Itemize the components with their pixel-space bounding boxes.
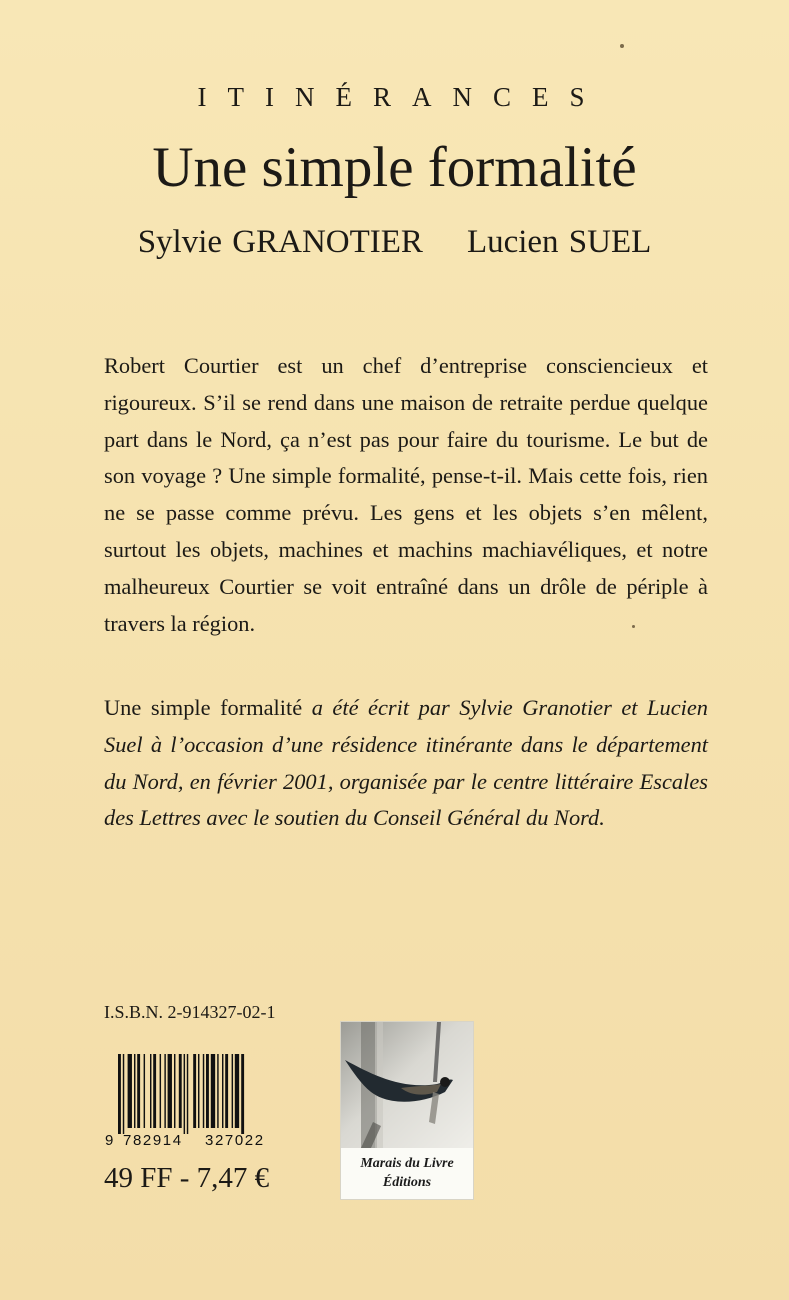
series-name: ITINÉRANCES [197, 82, 606, 112]
barcode-bar [187, 1054, 188, 1134]
publisher-name [341, 1154, 473, 1192]
barcode-bar [134, 1054, 135, 1128]
author-1: Sylvie GRANOTIER [137, 224, 423, 260]
credits-text: a été écrit par Sylvie Granotier et Lucien Suel à l’occasion d’une résidence itinérante dans le département du Nord, en février 2001, organisée par le centre littéraire Escales des Lettres avec le soutien du Conseil Général du Nord. [104, 695, 708, 831]
barcode-bar [217, 1054, 218, 1128]
barcode-bar [137, 1054, 140, 1128]
book-title: Une simple formalité [152, 136, 637, 199]
barcode-bar [235, 1054, 239, 1128]
barcode-bar [128, 1054, 132, 1128]
barcode-first-digit: 9 [105, 1132, 114, 1149]
isbn: I.S.B.N. 2-914327-02-1 [104, 1002, 276, 1022]
barcode-bar [222, 1054, 223, 1128]
barcode-bar [198, 1054, 199, 1128]
barcode-bar [203, 1054, 204, 1128]
barcode-bar [160, 1054, 161, 1128]
paper-speck [620, 44, 624, 48]
barcode-bar [211, 1054, 215, 1128]
price: 49 FF - 7,47 € [104, 1162, 270, 1194]
publisher-line-1: Marais du Livre [360, 1156, 454, 1171]
barcode-bar [123, 1054, 124, 1134]
barcode-bar [184, 1054, 185, 1134]
credits-paragraph [104, 690, 708, 837]
barcode-bar [232, 1054, 233, 1128]
barcode-left-digits: 782914 [123, 1132, 183, 1149]
authors [0, 222, 789, 262]
barcode-bar [164, 1054, 165, 1128]
barcode-bar [206, 1054, 209, 1128]
barcode-bar [174, 1054, 175, 1128]
barcode-bar [168, 1054, 172, 1128]
barcode-bar [179, 1054, 182, 1128]
blurb-paragraph: Robert Courtier est un chef d’entreprise consciencieux et rigoureux. S’il se rend dans une maison de retraite perdue quelque part dans le Nord, ça n’est pas pour faire du tourisme. Le but de son voyage ? Une simple formalité, pense-t-il. Mais cette fois, rien ne se passe comme prévu. Les gens et les objets s’en mêlent, surtout les objets, machines et machins machiavéliques, et notre malheureux Courtier se voit entraîné dans un drôle de périple à travers la région. [104, 353, 708, 636]
paper-speck [632, 625, 635, 628]
barcode-right-digits: 327022 [205, 1132, 265, 1149]
barcode-bar [153, 1054, 156, 1128]
publisher-line-2: Éditions [382, 1175, 432, 1190]
author-2: Lucien SUEL [466, 224, 652, 260]
barcode-bar [150, 1054, 151, 1128]
barcode-bar [225, 1054, 228, 1128]
barcode-bar [193, 1054, 196, 1128]
barcode-bar [241, 1054, 244, 1134]
barcode-graphic [104, 1054, 286, 1150]
bird-photo [341, 1022, 473, 1148]
publisher-logo [340, 1021, 474, 1200]
credits-book-title: Une simple formalité [104, 695, 303, 720]
barcode [104, 1054, 286, 1150]
barcode-bar [144, 1054, 145, 1128]
barcode-bar [118, 1054, 121, 1134]
